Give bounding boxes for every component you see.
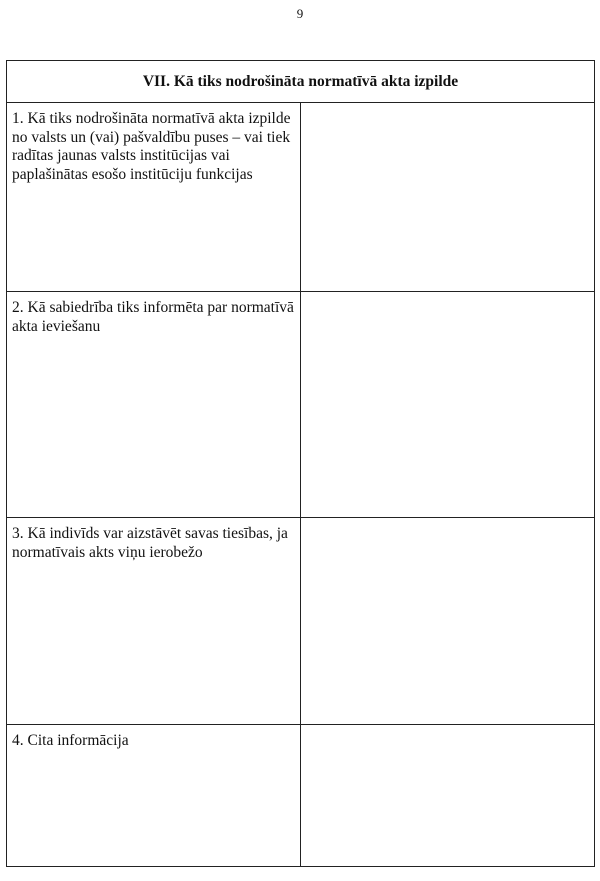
section-heading: VII. Kā tiks nodrošināta normatīvā akta izpilde xyxy=(7,61,595,103)
row-value-cell xyxy=(301,103,595,292)
page-number: 9 xyxy=(296,6,304,21)
table-header-row xyxy=(7,61,595,103)
row-label: 2. Kā sabiedrība tiks informēta par normatīvā akta ieviešanu xyxy=(12,299,294,335)
row-label-cell xyxy=(7,518,301,725)
row-label: 4. Cita informācija xyxy=(12,732,129,750)
row-value-cell xyxy=(301,725,595,867)
table-row xyxy=(7,725,595,867)
row-label: 1. Kā tiks nodrošināta normatīvā akta izpilde no valsts un (vai) pašvaldību puses – vai tiek radītas jaunas valsts institūcijas vai paplašinātas esošo institūciju funkcijas xyxy=(12,110,291,183)
row-label-cell xyxy=(7,103,301,292)
row-label-cell xyxy=(7,725,301,867)
table-row xyxy=(7,518,595,725)
row-label: 3. Kā indivīds var aizstāvēt savas tiesības, ja normatīvais akts viņu ierobežo xyxy=(12,525,288,561)
row-value-cell xyxy=(301,518,595,725)
implementation-table xyxy=(6,60,595,867)
row-value-cell xyxy=(301,292,595,518)
table-row xyxy=(7,292,595,518)
table-row xyxy=(7,103,595,292)
row-label-cell xyxy=(7,292,301,518)
